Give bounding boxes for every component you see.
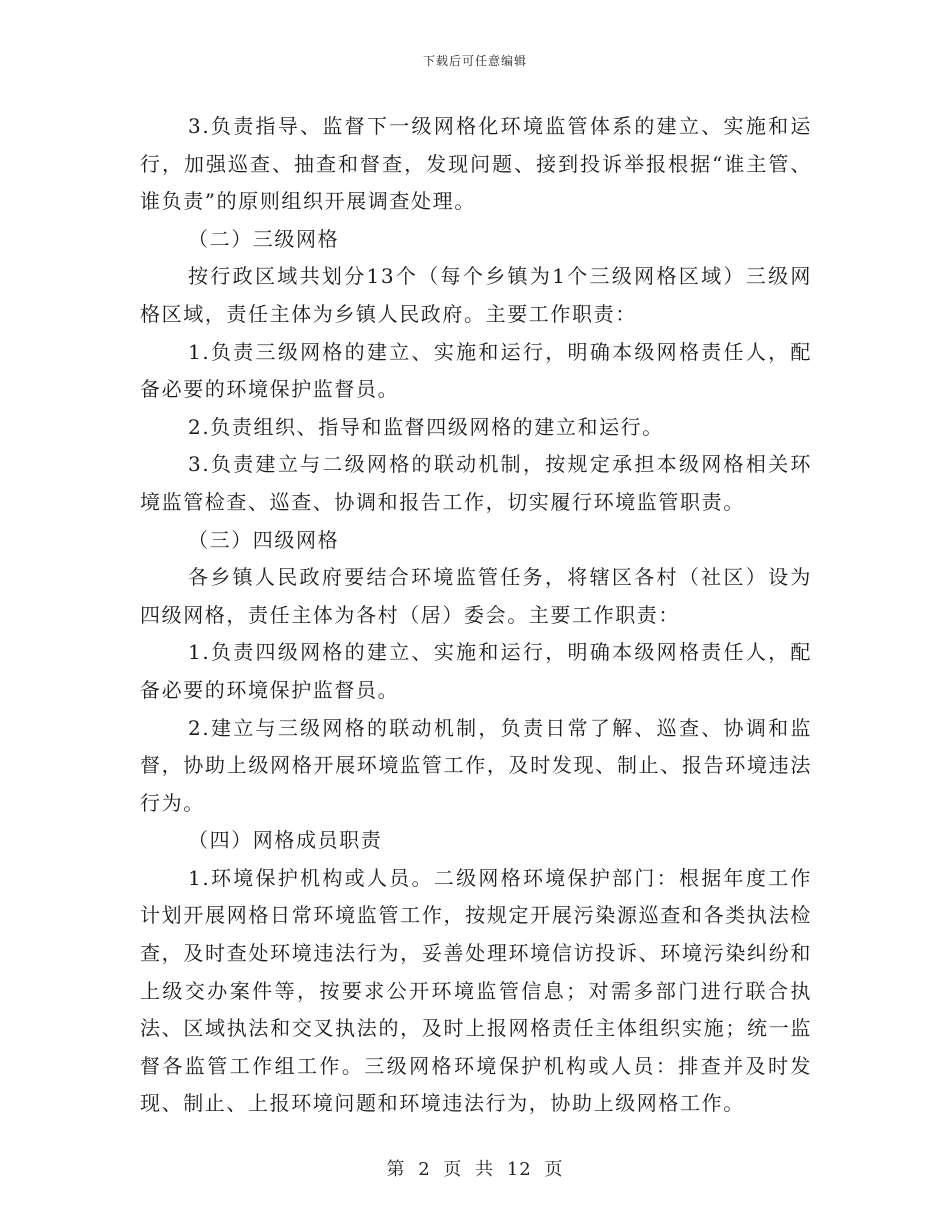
paragraph-level3-duty-1: 1.负责三级网格的建立、实施和运行，明确本级网格责任人，配备必要的环境保护监督员。 xyxy=(140,339,812,402)
page-header-note: 下载后可任意编辑 xyxy=(422,54,527,68)
paragraph-level4-duty-1: 1.负责四级网格的建立、实施和运行，明确本级网格责任人，配备必要的环境保护监督员。 xyxy=(140,640,812,702)
paragraph-duty-3-guide: 3.负责指导、监督下一级网格化环境监管体系的建立、实施和运行，加强巡查、抽查和督查，发现问题、接到投诉举报根据“谁主管、谁负责”的原则组织开展调查处理。 xyxy=(140,114,812,214)
section-heading-level3-grid: （二）三级网格 xyxy=(188,226,340,251)
paragraph-member-duty-1: 1.环境保护机构或人员。二级网格环境保护部门：根据年度工作计划开展网格日常环境监管工作，按规定开展污染源巡查和各类执法检查，及时查处环境违法行为，妥善处理环境信访投诉、环境污染纠纷和上级交办案件等，按要求公开环境监管信息；对需多部门进行联合执法、区域执法和交叉执法的，及时上报网格责任主体组织实施；统一监督各监管工作组工作。三级网格环境保护机构或人员：排查并及时发现、制止、上报环境问题和环境违法行为，协助上级网格工作。 xyxy=(140,865,812,1116)
section-heading-level4-grid: （三）四级网格 xyxy=(188,527,340,552)
paragraph-level4-division: 各乡镇人民政府要结合环境监管任务，将辖区各村（社区）设为四级网格，责任主体为各村（居）委会。主要工作职责： xyxy=(140,565,812,627)
paragraph-level4-duty-2: 2.建立与三级网格的联动机制，负责日常了解、巡查、协调和监督，协助上级网格开展环境监管工作，及时发现、制止、报告环境违法行为。 xyxy=(140,715,812,815)
paragraph-level3-duty-3: 3.负责建立与二级网格的联动机制，按规定承担本级网格相关环境监管检查、巡查、协调和报告工作，切实履行环境监管职责。 xyxy=(140,452,812,514)
paragraph-level3-division: 按行政区域共划分13个（每个乡镇为1个三级网格区域）三级网格区域，责任主体为乡镇人民政府。主要工作职责： xyxy=(140,264,812,326)
page-footer-pagination: 第 2 页 共 12 页 xyxy=(386,1159,564,1180)
document-body xyxy=(140,108,812,1123)
paragraph-level3-duty-2: 2.负责组织、指导和监督四级网格的建立和运行。 xyxy=(188,414,664,439)
section-heading-member-duties: （四）网格成员职责 xyxy=(188,828,383,853)
